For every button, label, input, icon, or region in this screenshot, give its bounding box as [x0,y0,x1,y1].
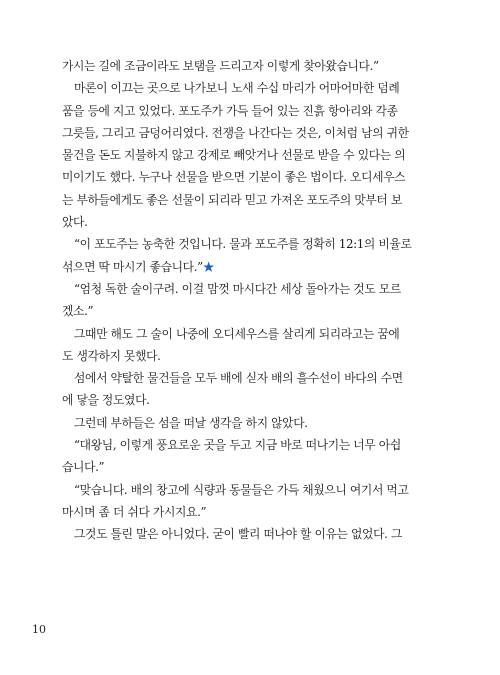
text-line-content: 습니다.” [62,460,105,475]
text-line [62,300,450,322]
text-line-content: 섬에서 약탈한 물건들을 모두 배에 싣자 배의 흘수선이 바다의 수면 [74,371,403,386]
text-line [62,501,450,523]
text-line [62,144,450,166]
text-line-content: 가시는 길에 조금이라도 보탬을 드리고자 이렇게 찾아왔습니다.” [62,59,379,73]
text-line [62,100,450,122]
text-line-content: 는 부하들에게도 좋은 선물이 되리라 믿고 가져온 포도주의 맛부터 보 [62,192,402,207]
text-line-content: 품을 등에 지고 있었다. 포도주가 가득 들어 있는 진흙 항아리와 각종 [62,103,398,118]
text-line-content: 겠소.” [62,304,94,319]
text-line [62,412,450,434]
text-line-content: 미이기도 했다. 누구나 선물을 받으면 기분이 좋은 법이다. 오디세우스 [62,170,406,185]
text-line [62,256,450,278]
text-line-content: 그때만 해도 그 술이 나중에 오디세우스를 살리게 되리라고는 꿈에 [74,326,400,341]
text-line [62,456,450,478]
text-line [62,211,450,233]
page-number: 10 [32,623,46,636]
text-line-content: “대왕님, 이렇게 풍요로운 곳을 두고 지금 바로 떠나기는 너무 아쉽 [74,438,401,453]
text-line [62,77,450,99]
text-line-content: 그릇들, 그리고 금덩어리였다. 전쟁을 나간다는 것은, 이처럼 남의 귀한 [62,125,409,140]
text-line [62,233,450,255]
text-line-content: 마론이 이끄는 곳으로 나가보니 노새 수십 마리가 어마어마한 덤례 [74,81,400,96]
text-line [62,189,450,211]
text-line-content: “이 포도주는 농축한 것입니다. 물과 포도주를 정확히 12:1의 비율로 [74,237,412,252]
footnote-star-icon: ★ [202,259,215,274]
text-line [62,278,450,300]
text-line-content: 그런데 부하들은 섬을 떠날 생각을 하지 않았다. [74,415,308,430]
text-line-content: 도 생각하지 못했다. [62,348,161,363]
text-line-content: 았다. [62,215,88,230]
body-text [62,55,450,546]
text-line [62,367,450,389]
text-line [62,523,450,545]
text-line [62,479,450,501]
text-line-content: 섞으면 딱 마시기 좋습니다.” [62,259,203,274]
text-line-content: 그것도 틀린 말은 아니었다. 굳이 빨리 떠나야 할 이유는 없었다. 그 [74,527,402,542]
text-line-content: 마시며 좀 더 쉬다 가시지요.” [62,504,207,519]
text-line-content: “엄청 독한 술이구려. 이걸 맘껏 마시다간 세상 돌아가는 것도 모르 [74,281,401,296]
text-line [62,323,450,345]
text-line-content: 물건을 돈도 지불하지 않고 강제로 빼앗거나 선물로 받을 수 있다는 의 [62,148,406,163]
text-line [62,389,450,411]
text-line [62,122,450,144]
text-line-content: “맞습니다. 배의 창고에 식량과 동물들은 가득 채웠으니 여기서 먹고 [74,482,409,497]
text-line-content: 에 닿을 정도였다. [62,393,150,408]
text-line [62,345,450,367]
text-line [62,434,450,456]
text-line [62,166,450,188]
text-line [62,55,450,77]
